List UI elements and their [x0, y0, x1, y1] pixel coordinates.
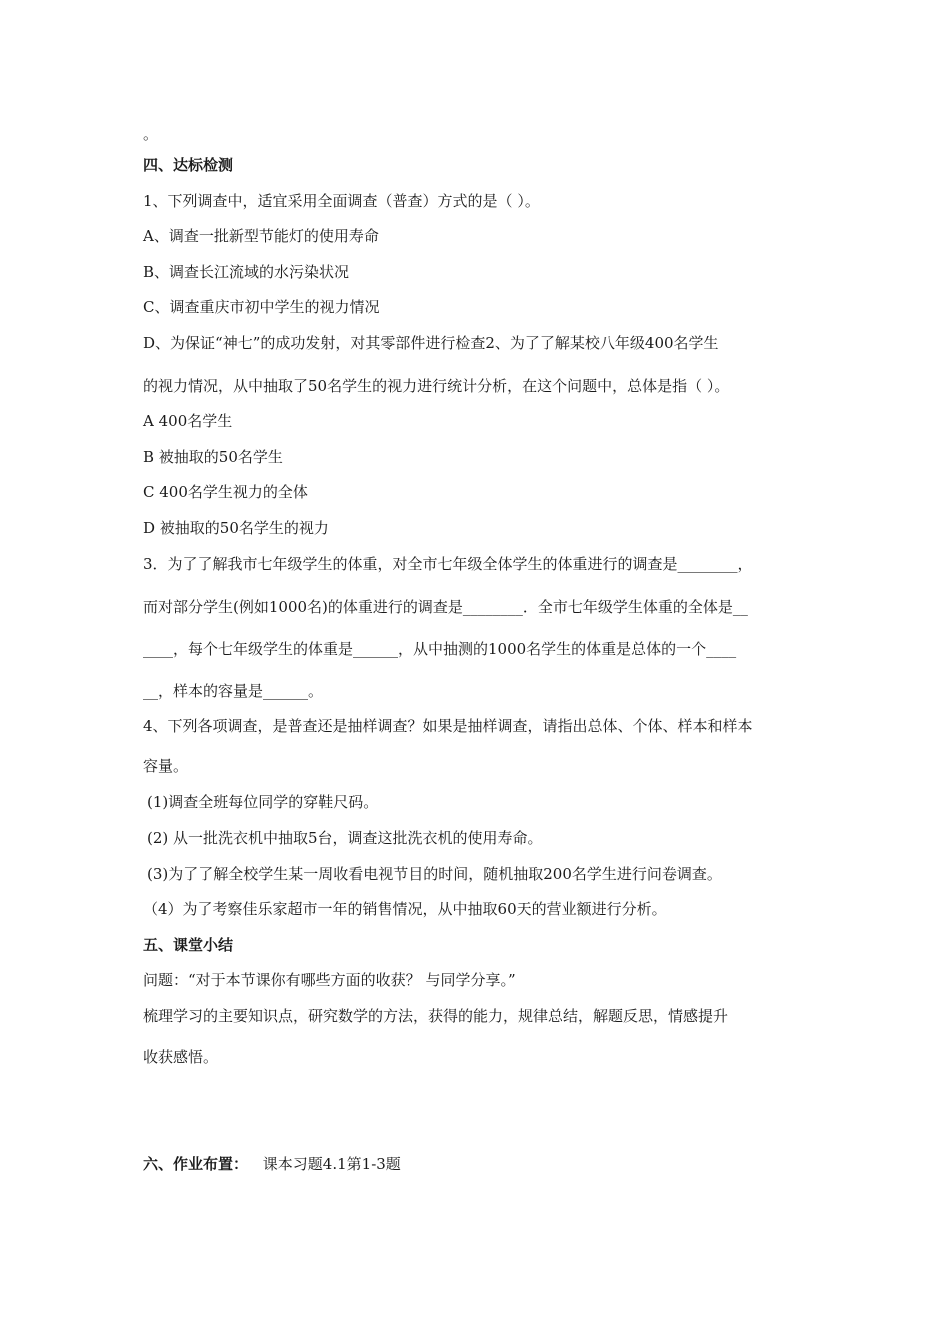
section-6: [143, 1154, 401, 1174]
summary-line-1: 梳理学习的主要知识点，研究数学的方法，获得的能力，规律总结，解题反思，情感提升: [143, 1007, 729, 1025]
question-1-option-c: C、调查重庆市初中学生的视力情况: [143, 298, 380, 316]
question-1-option-a: A、调查一批新型节能灯的使用寿命: [143, 227, 379, 245]
summary-line-2: 收获感悟。: [143, 1048, 219, 1066]
question-3-line-3: ____，每个七年级学生的体重是______，从中抽测的1000名学生的体重是总体的一个____: [143, 640, 737, 658]
homework-text: 课本习题4.1第1-3题: [262, 1155, 401, 1173]
question-2-option-d: D 被抽取的50名学生的视力: [143, 519, 329, 537]
stray-period: 。: [143, 125, 159, 143]
question-4-item-2: (2) 从一批洗衣机中抽取5台，调查这批洗衣机的使用寿命。: [147, 829, 543, 847]
question-4-item-4: （4）为了考察佳乐家超市一年的销售情况，从中抽取60天的营业额进行分析。: [143, 900, 667, 918]
question-4-line-1: 4、下列各项调查，是普查还是抽样调查？如果是抽样调查，请指出总体、个体、样本和样本: [143, 717, 753, 735]
question-4-item-1: (1)调查全班每位同学的穿鞋尺码。: [147, 793, 379, 811]
question-3-line-4: __，样本的容量是______。: [143, 682, 324, 700]
summary-question: 问题：“对于本节课你有哪些方面的收获？ 与同学分享。”: [143, 971, 516, 989]
question-4-item-3: (3)为了了解全校学生某一周收看电视节目的时间，随机抽取200名学生进行问卷调查。: [147, 865, 722, 883]
section-5-heading: 五、课堂小结: [143, 936, 234, 954]
section-6-heading: 六、作业布置：: [143, 1155, 249, 1173]
section-4-heading: 四、达标检测: [143, 156, 234, 174]
question-1: 1、下列调查中，适宜采用全面调查（普查）方式的是（ ）。: [143, 192, 540, 210]
question-1-option-d: D、为保证“神七”的成功发射，对其零部件进行检查2、为了了解某校八年级400名学生: [143, 334, 719, 352]
question-2-option-b: B 被抽取的50名学生: [143, 448, 283, 466]
question-3-line-1: 3．为了了解我市七年级学生的体重，对全市七年级全体学生的体重进行的调查是________，: [143, 555, 753, 573]
question-4-line-2: 容量。: [143, 757, 189, 775]
question-3-line-2: 而对部分学生(例如1000名)的体重进行的调查是________．全市七年级学生体重的全体是__: [143, 598, 748, 616]
question-1-option-b: B、调查长江流域的水污染状况: [143, 263, 350, 281]
question-2-option-a: A 400名学生: [143, 412, 233, 430]
question-2-option-c: C 400名学生视力的全体: [143, 483, 308, 501]
question-2-continued: 的视力情况，从中抽取了50名学生的视力进行统计分析，在这个问题中，总体是指（ ）。: [143, 377, 730, 395]
